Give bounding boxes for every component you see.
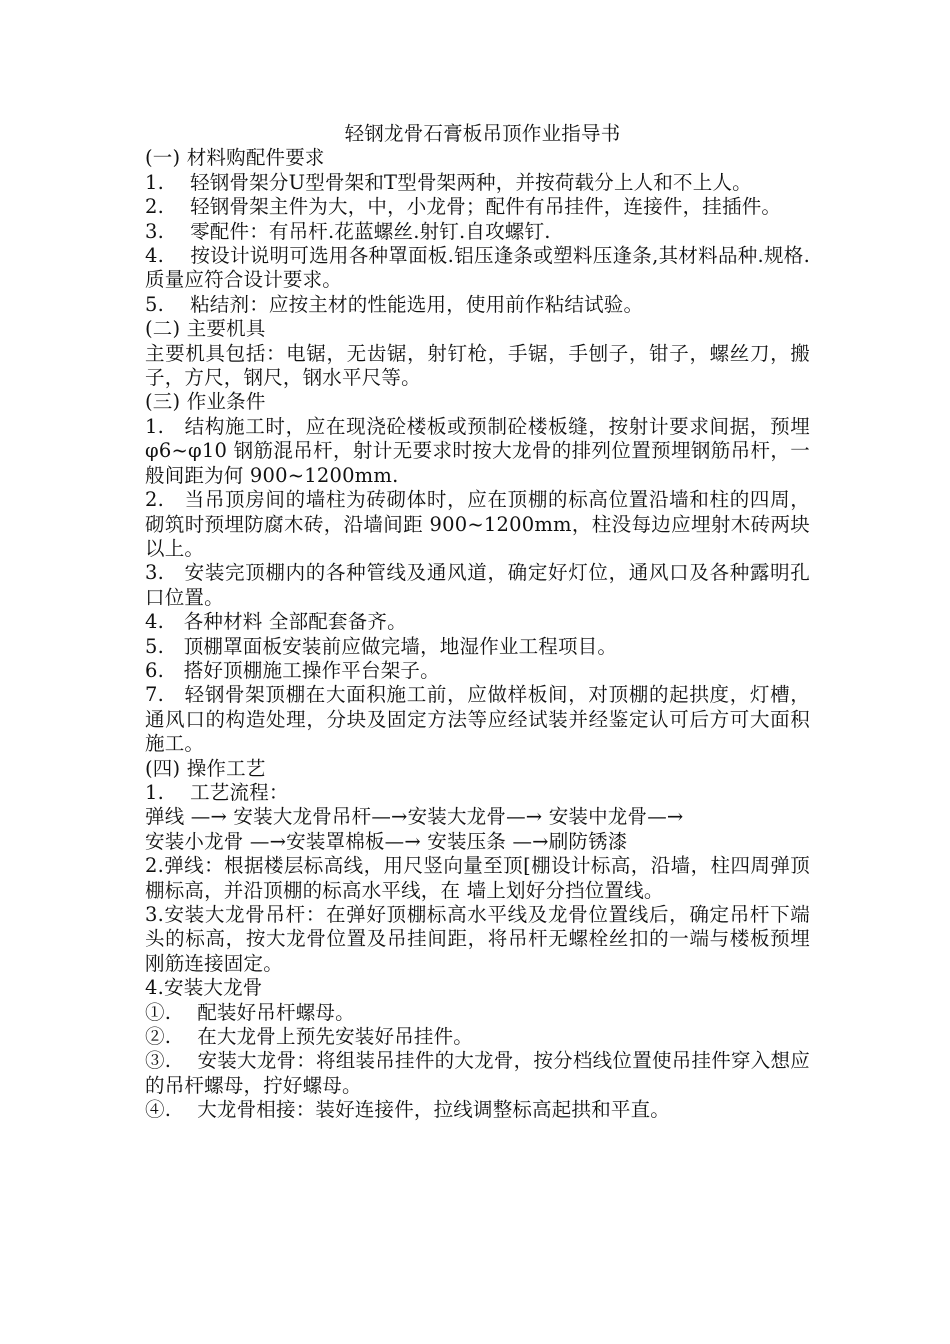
conditions-item-4: 4. 各种材料 全部配套备齐。 bbox=[145, 610, 407, 634]
conditions-item-3: 3. 安装完顶棚内的各种管线及通风道，确定好灯位，通风口及各种露明孔口位置。 bbox=[145, 561, 810, 609]
tools-paragraph: 主要机具包括：电锯，无齿锯，射钉枪，手锯，手刨子，钳子，螺丝刀，搬子，方尺，钢尺，钢水平尺等。 bbox=[145, 341, 810, 390]
process-subitem-3: ③. 安装大龙骨：将组装吊挂件的大龙骨，按分档线位置使吊挂件穿入想应的吊杆螺母，拧好螺母。 bbox=[145, 1049, 810, 1097]
process-subitem-2: ②. 在大龙骨上预先安装好吊挂件。 bbox=[145, 1025, 473, 1049]
conditions-item-7: 7. 轻钢骨架顶棚在大面积施工前，应做样板间，对顶棚的起拱度，灯槽，通风口的构造处理，分块及固定方法等应经试装并经鉴定认可后方可大面积施工。 bbox=[145, 683, 810, 756]
section-heading-materials: (一) 材料购配件要求 bbox=[145, 146, 325, 170]
conditions-item-6: 6. 搭好顶棚施工操作平台架子。 bbox=[145, 658, 440, 682]
materials-item-3: 3. 零配件：有吊杆.花蓝螺丝.射钉.自攻螺钉. bbox=[145, 219, 551, 243]
materials-item-5: 5. 粘结剂：应按主材的性能选用，使用前作粘结试验。 bbox=[145, 292, 644, 316]
conditions-item-2: 2. 当吊顶房间的墙柱为砖砌体时，应在顶棚的标高位置沿墙和柱的四周，砌筑时预埋防腐木砖，沿墙间距 900~1200mm，柱没每边应埋射木砖两块以上。 bbox=[145, 488, 810, 560]
process-item-3: 3.安装大龙骨吊杆：在弹好顶棚标高水平线及龙骨位置线后，确定吊杆下端头的标高，按大龙骨位置及吊挂间距，将吊杆无螺栓丝扣的一端与楼板预埋刚筋连接固定。 bbox=[145, 903, 810, 975]
document-body bbox=[145, 122, 810, 1123]
conditions-item-5: 5. 顶棚罩面板安装前应做完墙，地湿作业工程项目。 bbox=[145, 634, 618, 658]
process-subitem-4: ④. 大龙骨相接：装好连接件，拉线调整标高起拱和平直。 bbox=[145, 1098, 670, 1122]
process-item-4: 4.安装大龙骨 bbox=[145, 976, 263, 1000]
section-heading-tools: (二) 主要机具 bbox=[145, 317, 266, 341]
process-flow-line-1: 弹线 —→ 安装大龙骨吊杆—→安装大龙骨—→ 安装中龙骨—→ bbox=[145, 805, 684, 829]
process-subitem-1: ①. 配装好吊杆螺母。 bbox=[145, 1000, 355, 1024]
document-title: 轻钢龙骨石膏板吊顶作业指导书 bbox=[344, 122, 621, 145]
process-flow-line-2: 安装小龙骨 —→安装罩棉板—→ 安装压条 —→刷防锈漆 bbox=[145, 829, 628, 853]
section-heading-process: (四) 操作工艺 bbox=[145, 756, 266, 780]
process-item-1: 1. 工艺流程： bbox=[145, 780, 289, 804]
materials-item-4: 4. 按设计说明可选用各种罩面板.铝压逢条或塑料压逢条,其材料品种.规格.质量应符合设计要求。 bbox=[145, 244, 810, 292]
conditions-item-1: 1. 结构施工时，应在现浇砼楼板或预制砼楼板缝，按射计要求间据，预埋 φ6~φ10 钢筋混吊杆，射计无要求时按大龙骨的排列位置预埋钢筋吊杆，一般间距为何 900~1200mm. bbox=[145, 414, 810, 487]
process-item-2: 2.弹线：根据楼层标高线，用尺竖向量至顶[棚设计标高，沿墙，柱四周弹顶棚标高，并沿顶棚的标高水平线，在 墙上划好分挡位置线。 bbox=[145, 854, 810, 902]
section-heading-conditions: (三) 作业条件 bbox=[145, 390, 266, 414]
materials-item-2: 2. 轻钢骨架主件为大，中，小龙骨；配件有吊挂件，连接件，挂插件。 bbox=[145, 195, 782, 219]
materials-item-1: 1. 轻钢骨架分U型骨架和T型骨架两种，并按荷载分上人和不上人。 bbox=[145, 170, 752, 194]
